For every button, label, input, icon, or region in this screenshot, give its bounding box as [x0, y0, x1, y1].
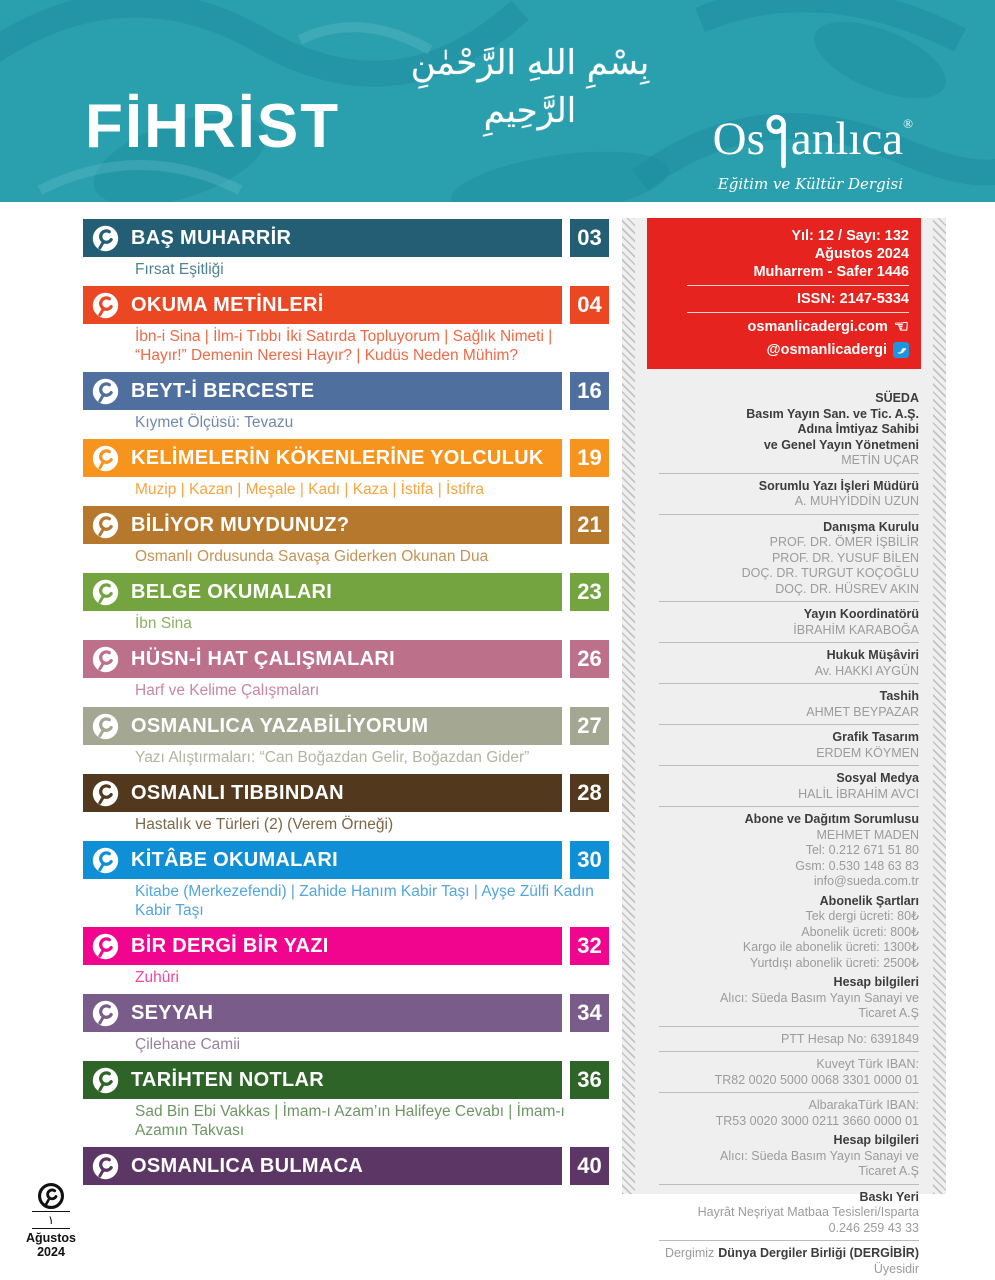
- section-page-number: 28: [570, 774, 609, 812]
- masthead-value: Tel: 0.212 671 51 80: [805, 843, 919, 857]
- brand-mark-icon: [92, 713, 119, 740]
- section-gap: [562, 506, 570, 544]
- section-subtitle: [83, 1185, 609, 1194]
- toc-section: [83, 927, 609, 987]
- section-subtitle: Sad Bin Ebi Vakkas | İmam-ı Azam’ın Halifeye Cevabı | İmam-ı Azamın Takvası: [135, 1103, 565, 1139]
- divider: [32, 1211, 70, 1212]
- masthead-block: [643, 648, 919, 679]
- section-page-number: 27: [570, 707, 609, 745]
- masthead-panel: [622, 218, 946, 1276]
- section-title: BEYT-İ BERCESTE: [131, 379, 315, 402]
- section-subtitle: İbn Sina: [135, 615, 192, 632]
- section-page-number: 04: [570, 286, 609, 324]
- section-subtitle: Yazı Alıştırmaları: “Can Boğazdan Gelir, Boğazdan Gider”: [135, 749, 530, 766]
- hand-cursor-icon: ☜: [893, 316, 909, 336]
- section-page-number: 16: [570, 372, 609, 410]
- masthead-value: Kargo ile abonelik ücreti: 1300₺: [742, 940, 919, 954]
- hatch-border-left: [622, 218, 635, 1194]
- section-bar: [83, 707, 562, 745]
- section-title: OSMANLICA BULMACA: [131, 1154, 364, 1177]
- masthead-block: [643, 894, 919, 972]
- brand-mark-icon: [92, 1153, 119, 1180]
- masthead-label: SÜEDA: [875, 391, 919, 405]
- section-subtitle: Çilehane Camii: [135, 1036, 241, 1053]
- section-bar: [83, 640, 562, 678]
- section-row: [83, 286, 609, 324]
- social-handle-text[interactable]: @osmanlicadergi: [766, 342, 887, 358]
- masthead-value: Av. HAKKI AYGÜN: [814, 663, 919, 678]
- website-text[interactable]: osmanlicadergi.com: [747, 319, 888, 335]
- brand-mark-icon: [92, 1000, 119, 1027]
- masthead-value: METİN UÇAR: [841, 453, 919, 467]
- toc-section: [83, 439, 609, 499]
- masthead-block: [643, 520, 919, 598]
- section-bar: [83, 994, 562, 1032]
- issue-year-line: Yıl: 12 / Sayı: 132: [791, 228, 909, 244]
- section-row: [83, 573, 609, 611]
- divider: [659, 514, 919, 515]
- masthead-block: [643, 975, 919, 1022]
- section-page-number: 30: [570, 841, 609, 879]
- membership-suffix: Üyesidir: [873, 1261, 919, 1276]
- section-title: OSMANLI TIBBINDAN: [131, 781, 344, 804]
- masthead-label: Abonelik Şartları: [819, 893, 919, 908]
- masthead-block: [643, 391, 919, 469]
- masthead-block: [643, 771, 919, 802]
- section-gap: [562, 439, 570, 477]
- section-page-number: 34: [570, 994, 609, 1032]
- divider: [659, 765, 919, 766]
- section-gap: [562, 286, 570, 324]
- divider: [659, 683, 919, 684]
- masthead-block: [643, 1246, 919, 1277]
- section-subtitle: Kıymet Ölçüsü: Tevazu: [135, 414, 294, 431]
- divider: [659, 473, 919, 474]
- section-gap: [562, 927, 570, 965]
- bismillah-calligraphy: بِسْمِ اللهِ الرَّحْمٰنِ الرَّحِيمِ: [410, 43, 650, 131]
- section-title: BELGE OKUMALARI: [131, 580, 333, 603]
- brand-logo: [713, 112, 913, 193]
- section-gap: [562, 707, 570, 745]
- section-title: KELİMELERİN KÖKENLERİNE YOLCULUK: [131, 446, 544, 469]
- masthead-block: [643, 1133, 919, 1180]
- section-row: [83, 774, 609, 812]
- section-gap: [562, 219, 570, 257]
- masthead-value: info@sueda.com.tr: [813, 874, 919, 888]
- brand-mark-icon: [92, 780, 119, 807]
- section-title: KİTÂBE OKUMALARI: [131, 848, 339, 871]
- masthead-block: [643, 689, 919, 720]
- section-row: [83, 219, 609, 257]
- section-subtitle: Hastalık ve Türleri (2) (Verem Örneği): [135, 816, 394, 833]
- divider: [659, 642, 919, 643]
- brand-mark-icon: [92, 847, 119, 874]
- footer-date-stamp: [22, 1183, 80, 1259]
- section-row: [83, 927, 609, 965]
- brand-mark-icon: [92, 933, 119, 960]
- section-subtitle: Harf ve Kelime Çalışmaları: [135, 682, 320, 699]
- masthead-block: [643, 1098, 919, 1129]
- section-page-number: 40: [570, 1147, 609, 1185]
- logo-suffix: anlıca: [790, 113, 904, 165]
- masthead-label: Sosyal Medya: [836, 771, 919, 785]
- masthead-block: [643, 1032, 919, 1048]
- masthead-label: Hukuk Müşâviri: [826, 648, 919, 662]
- section-gap: [562, 994, 570, 1032]
- brand-mark-icon: [92, 1067, 119, 1094]
- social-handle[interactable]: [659, 341, 909, 359]
- section-subtitle: Kitabe (Merkezefendi) | Zahide Hanım Kabir Taşı | Ayşe Zülfi Kadın Kabir Taşı: [135, 883, 594, 919]
- masthead-label: Hesap bilgileri: [833, 1133, 919, 1147]
- brand-mark-icon: [92, 225, 119, 252]
- masthead-label: Basım Yayın San. ve Tic. A.Ş.: [746, 406, 919, 421]
- section-subtitle: İbn-i Sina | İlm-i Tıbbı İki Satırda Topluyorum | Sağlık Nimeti | “Hayır!” Demenin Neresi Hayır? | Kudüs Neden Mühim?: [135, 328, 553, 364]
- masthead-label: Baskı Yeri: [859, 1189, 919, 1204]
- section-gap: [562, 841, 570, 879]
- toc-section: [83, 841, 609, 920]
- section-page-number: 19: [570, 439, 609, 477]
- masthead-value: AlbarakaTürk IBAN:: [808, 1098, 919, 1112]
- section-gap: [562, 640, 570, 678]
- masthead-value: TR53 0020 3000 0211 3660 0000 01: [715, 1113, 919, 1128]
- divider: [659, 724, 919, 725]
- twitter-icon: [893, 342, 909, 358]
- masthead-block: [643, 1057, 919, 1088]
- toc-list: [83, 219, 609, 1194]
- masthead-value: PROF. DR. ÖMER İŞBİLİR: [769, 535, 919, 549]
- section-page-number: 03: [570, 219, 609, 257]
- membership-org: Dünya Dergiler Birliği (DERGİBİR): [718, 1246, 919, 1260]
- masthead-value: PTT Hesap No: 6391849: [780, 1031, 919, 1046]
- section-subtitle: Fırsat Eşitliği: [135, 261, 224, 278]
- divider: [659, 1026, 919, 1027]
- masthead-value: Gsm: 0.530 148 63 83: [795, 858, 919, 873]
- section-title: BAŞ MUHARRİR: [131, 226, 292, 249]
- issue-month-line: Ağustos 2024: [814, 246, 909, 262]
- section-row: [83, 640, 609, 678]
- section-page-number: 21: [570, 506, 609, 544]
- section-row: [83, 994, 609, 1032]
- divider: [687, 312, 909, 313]
- section-row: [83, 707, 609, 745]
- section-gap: [562, 372, 570, 410]
- section-bar: [83, 1147, 562, 1185]
- logo-tagline: Eğitim ve Kültür Dergisi: [717, 175, 903, 193]
- masthead-value: Abonelik ücreti: 800₺: [801, 924, 919, 939]
- toc-section: [83, 1147, 609, 1194]
- toc-section: [83, 994, 609, 1054]
- masthead-block: [643, 1190, 919, 1237]
- masthead-value: Yurtdışı abonelik ücreti: 2500₺: [749, 955, 919, 970]
- toc-section: [83, 707, 609, 767]
- membership-note: [643, 1246, 919, 1262]
- section-gap: [562, 573, 570, 611]
- issue-hijri-line: Muharrem - Safer 1446: [753, 264, 909, 280]
- section-bar: [83, 372, 562, 410]
- masthead-label: Danışma Kurulu: [823, 519, 919, 534]
- section-bar: [83, 219, 562, 257]
- section-title: SEYYAH: [131, 1001, 214, 1024]
- toc-section: [83, 219, 609, 279]
- masthead-value: Alıcı: Süeda Basım Yayın Sanayi ve: [720, 1148, 919, 1163]
- section-bar: [83, 286, 562, 324]
- brand-wordmark: [713, 112, 913, 179]
- section-bar: [83, 841, 562, 879]
- section-page-number: 36: [570, 1061, 609, 1099]
- masthead-panel-inner: [635, 218, 933, 1276]
- page-title: FİHRİST: [85, 92, 341, 161]
- section-bar: [83, 927, 562, 965]
- section-row: [83, 1147, 609, 1185]
- header-banner: [0, 0, 995, 202]
- section-bar: [83, 573, 562, 611]
- masthead-value: DOÇ. DR. HÜSREV AKIN: [775, 581, 919, 596]
- masthead-value: Ticaret A.Ş: [858, 1164, 919, 1178]
- brand-mark-icon: [92, 579, 119, 606]
- toc-section: [83, 1061, 609, 1140]
- brand-mark-icon: [92, 378, 119, 405]
- divider: [659, 1092, 919, 1093]
- toc-section: [83, 506, 609, 566]
- masthead-label: Abone ve Dağıtım Sorumlusu: [744, 812, 919, 826]
- logo-prefix: Os: [712, 113, 765, 165]
- divider: [687, 285, 909, 286]
- footer-month: Ağustos: [26, 1231, 76, 1245]
- divider: [659, 601, 919, 602]
- footer-brand-mark-icon: [38, 1183, 64, 1209]
- brand-mark-icon: [92, 292, 119, 319]
- brand-mark-icon: [92, 646, 119, 673]
- masthead-label: Sorumlu Yazı İşleri Müdürü: [758, 478, 919, 493]
- brand-mark-icon: [92, 512, 119, 539]
- section-row: [83, 372, 609, 410]
- section-page-number: 32: [570, 927, 609, 965]
- section-gap: [562, 1061, 570, 1099]
- masthead-value: DOÇ. DR. TURGUT KOÇOĞLU: [741, 566, 919, 580]
- section-title: OKUMA METİNLERİ: [131, 293, 324, 316]
- section-page-number: 26: [570, 640, 609, 678]
- section-row: [83, 841, 609, 879]
- masthead-value: Kuveyt Türk IBAN:: [816, 1057, 919, 1071]
- divider: [659, 1051, 919, 1052]
- masthead-value: MEHMET MADEN: [816, 827, 919, 842]
- brand-mark-icon: [92, 445, 119, 472]
- masthead-label: Hesap bilgileri: [833, 975, 919, 989]
- masthead-value: İBRAHİM KARABOĞA: [793, 622, 919, 637]
- masthead-label: Grafik Tasarım: [832, 730, 919, 744]
- section-bar: [83, 774, 562, 812]
- hatch-border-right: [933, 218, 946, 1194]
- toc-section: [83, 286, 609, 365]
- masthead-value: Alıcı: Süeda Basım Yayın Sanayi ve: [720, 990, 919, 1005]
- section-bar: [83, 1061, 562, 1099]
- section-title: BİLİYOR MUYDUNUZ?: [131, 513, 350, 536]
- masthead-label: ve Genel Yayın Yönetmeni: [763, 437, 919, 452]
- section-gap: [562, 1147, 570, 1185]
- masthead-label: Adına İmtiyaz Sahibi: [797, 422, 919, 436]
- divider: [659, 806, 919, 807]
- divider: [32, 1228, 70, 1229]
- calligraphic-meem-icon: [766, 112, 790, 179]
- section-title: TARİHTEN NOTLAR: [131, 1068, 324, 1091]
- masthead-value: Ticaret A.Ş: [858, 1006, 919, 1020]
- section-row: [83, 1061, 609, 1099]
- issn-line: ISSN: 2147-5334: [796, 291, 909, 307]
- masthead-value: Tek dergi ücreti: 80₺: [805, 909, 919, 923]
- website-link[interactable]: [659, 318, 909, 336]
- masthead-label: Tashih: [879, 689, 919, 703]
- section-bar: [83, 439, 562, 477]
- toc-section: [83, 774, 609, 834]
- section-row: [83, 439, 609, 477]
- masthead-value: 0.246 259 43 33: [828, 1220, 919, 1235]
- section-title: BİR DERGİ BİR YAZI: [131, 934, 329, 957]
- masthead-value: ERDEM KÖYMEN: [816, 745, 919, 760]
- masthead-value: Hayrât Neşriyat Matbaa Tesisleri/Isparta: [697, 1205, 919, 1219]
- footer-year: 2024: [37, 1245, 65, 1259]
- section-title: OSMANLICA YAZABİLİYORUM: [131, 714, 429, 737]
- masthead: [643, 391, 925, 1277]
- section-title: HÜSN-İ HAT ÇALIŞMALARI: [131, 647, 395, 670]
- masthead-block: [643, 812, 919, 890]
- section-gap: [562, 774, 570, 812]
- section-bar: [83, 506, 562, 544]
- toc-section: [83, 573, 609, 633]
- membership-prefix: Dergimiz: [664, 1246, 715, 1260]
- masthead-block: [643, 479, 919, 510]
- masthead-label: Yayın Koordinatörü: [803, 607, 919, 621]
- section-row: [83, 506, 609, 544]
- masthead-value: TR82 0020 5000 0068 3301 0000 01: [714, 1072, 919, 1087]
- section-subtitle: Osmanlı Ordusunda Savaşa Giderken Okunan Dua: [135, 548, 489, 565]
- masthead-value: AHMET BEYPAZAR: [806, 704, 919, 719]
- masthead-block: [643, 730, 919, 761]
- section-page-number: 23: [570, 573, 609, 611]
- issue-info-box: [647, 218, 921, 369]
- divider: [659, 1184, 919, 1185]
- toc-section: [83, 640, 609, 700]
- section-subtitle: Muzip | Kazan | Meşale | Kadı | Kaza | İstifa | İstifra: [135, 481, 484, 498]
- masthead-block: [643, 607, 919, 638]
- divider: [659, 1240, 919, 1241]
- masthead-value: HALİL İBRAHİM AVCI: [798, 786, 919, 801]
- masthead-value: A. MUHYİDDİN UZUN: [794, 494, 919, 508]
- registered-mark: ®: [903, 116, 913, 131]
- issue-numeral: ١: [47, 1213, 55, 1227]
- toc-section: [83, 372, 609, 432]
- section-subtitle: Zuhûri: [135, 969, 179, 986]
- masthead-value: PROF. DR. YUSUF BİLEN: [771, 550, 919, 565]
